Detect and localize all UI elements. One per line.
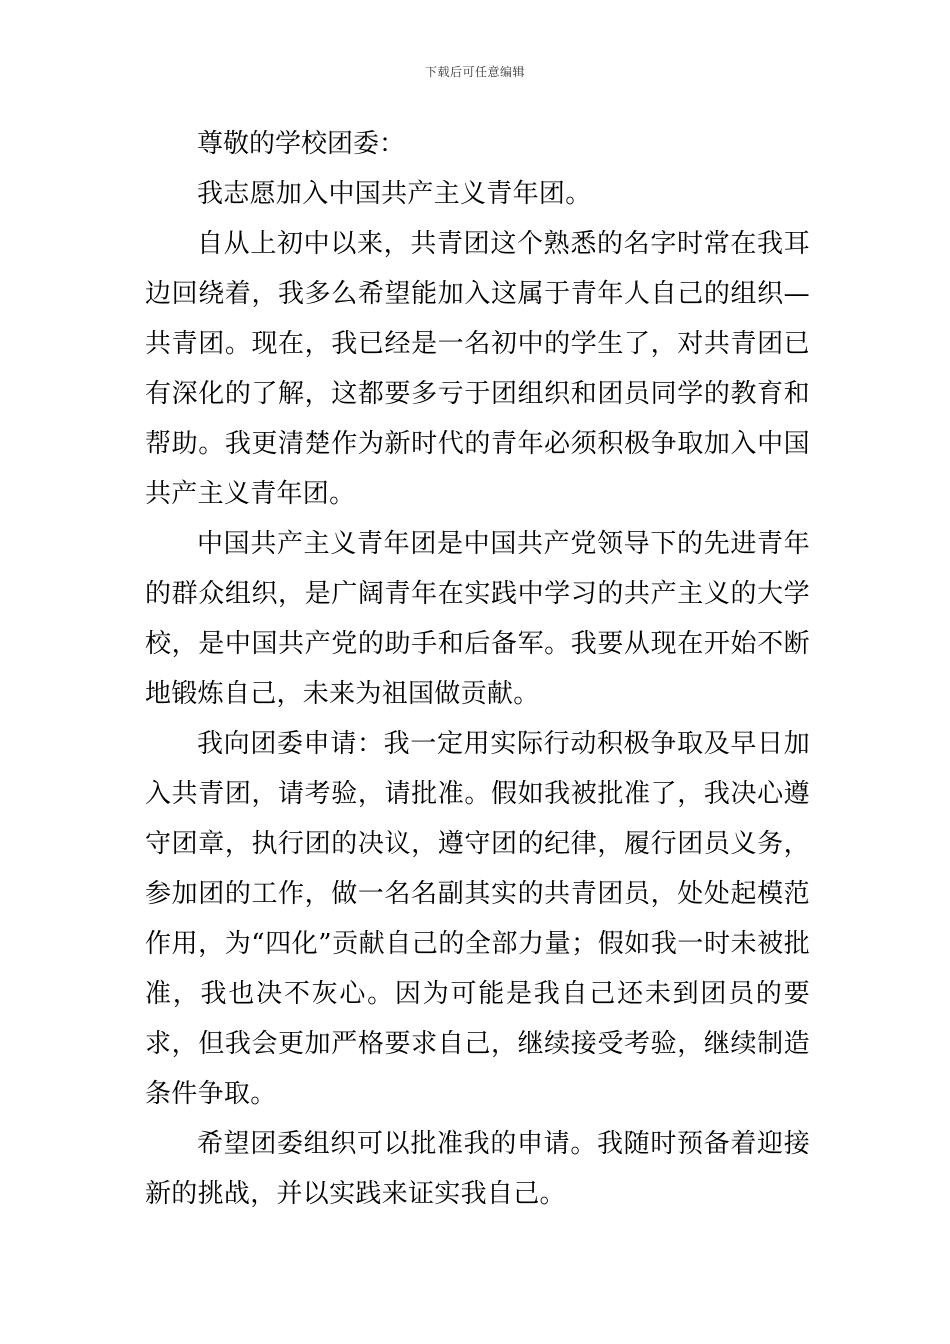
paragraph-declaration: 我志愿加入中国共产主义青年团。 [197, 179, 592, 209]
letter-body [145, 119, 810, 1219]
salutation: 尊敬的学校团委： [197, 129, 406, 159]
paragraph-closing: 希望团委组织可以批准我的申请。我随时预备着迎接新的挑战，并以实践来证实我自己。 [145, 1129, 810, 1209]
paragraph-pledge: 我向团委申请：我一定用实际行动积极争取及早日加入共青团，请考验，请批准。假如我被批准了，我决心遵守团章，执行团的决议，遵守团的纪律，履行团员义务，参加团的工作，做一名名副其实的共青团员，处处起模范作用，为“四化”贡献自己的全部力量；假如我一时未被批准，我也决不灰心。因为可能是我自己还未到团员的要求，但我会更加严格要求自己，继续接受考验，继续制造条件争取。 [145, 729, 810, 1109]
paragraph-about-league: 中国共产主义青年团是中国共产党领导下的先进青年的群众组织，是广阔青年在实践中学习的共产主义的大学校，是中国共产党的助手和后备军。我要从现在开始不断地锻炼自己，未来为祖国做贡献。 [145, 529, 810, 709]
paragraph-motivation: 自从上初中以来，共青团这个熟悉的名字时常在我耳边回绕着，我多么希望能加入这属于青年人自己的组织—共青团。现在，我已经是一名初中的学生了，对共青团已有深化的了解，这都要多亏于团组织和团员同学的教育和帮助。我更清楚作为新时代的青年必须积极争取加入中国共产主义青年团。 [145, 229, 810, 509]
header-note: 下载后可任意编辑 [424, 65, 525, 79]
